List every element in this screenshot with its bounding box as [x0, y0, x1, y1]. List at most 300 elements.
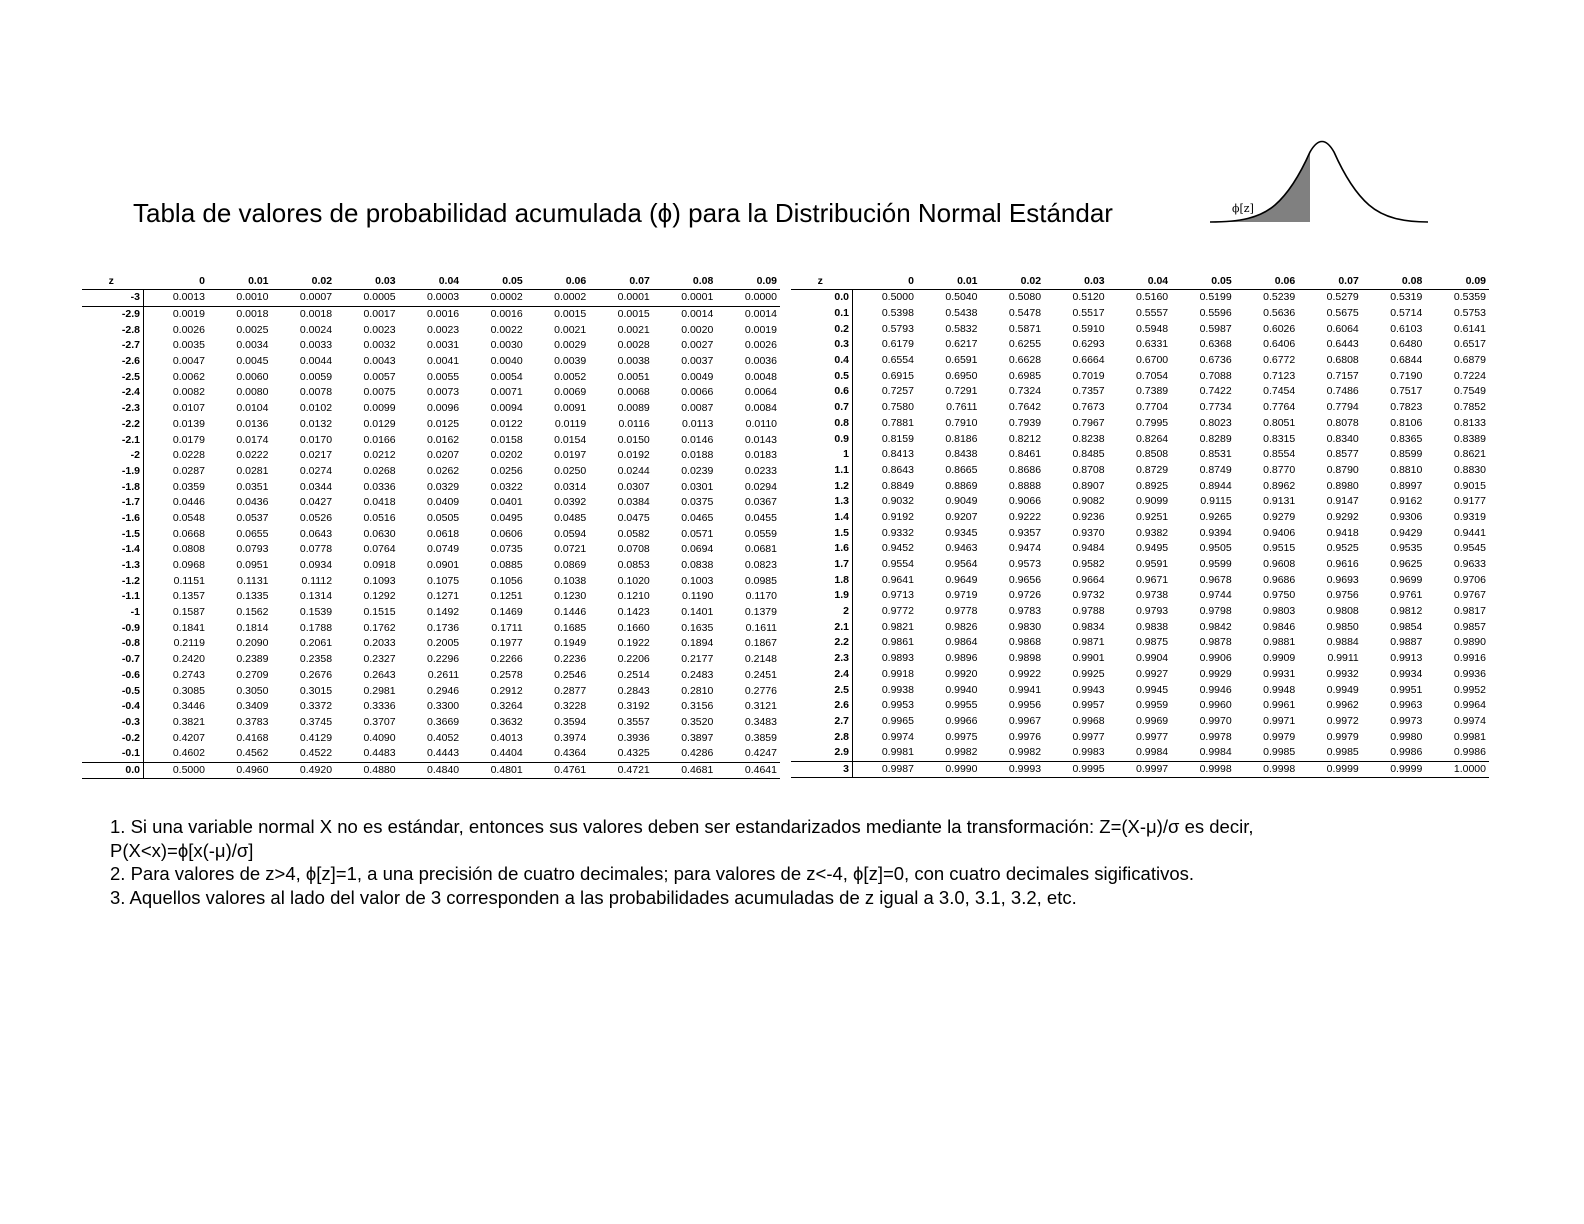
probability-cell: 0.9920	[945, 667, 978, 680]
probability-cell: 0.7190	[1390, 369, 1423, 382]
probability-cell: 0.9999	[1362, 761, 1426, 778]
probability-cell: 0.6179	[881, 338, 914, 351]
z-value-cell: -1.8	[82, 479, 144, 495]
probability-cell: 0.9474	[1008, 542, 1042, 555]
probability-cell: 0.9099	[1136, 495, 1169, 508]
probability-cell: 0.9986	[1453, 746, 1486, 759]
probability-cell: 0.0059	[299, 370, 333, 383]
probability-cell: 0.9901	[1072, 652, 1105, 665]
z-value-cell: -2.5	[82, 369, 144, 385]
table-row	[82, 306, 780, 322]
probability-cell: 0.0139	[172, 417, 205, 430]
table-row	[82, 511, 780, 527]
probability-cell: 0.9821	[881, 620, 914, 633]
z-value-cell: 1.8	[791, 572, 853, 588]
probability-cell: 0.8790	[1326, 463, 1359, 476]
probability-cell: 0.8078	[1326, 416, 1359, 429]
table-row	[82, 715, 780, 731]
probability-cell: 0.9857	[1453, 620, 1486, 633]
probability-cell: 0.0749	[427, 543, 460, 556]
probability-cell: 0.1562	[236, 606, 269, 619]
probability-cell: 0.2005	[427, 637, 460, 650]
table-row	[82, 401, 780, 417]
probability-cell: 0.3632	[490, 715, 523, 728]
z-value-cell: -1.5	[82, 526, 144, 542]
probability-cell: 0.9911	[1327, 652, 1359, 665]
probability-cell: 0.0030	[490, 339, 523, 352]
probability-cell: 0.7123	[1263, 369, 1296, 382]
probability-cell: 0.9976	[1008, 730, 1042, 743]
probability-cell: 0.2420	[172, 653, 205, 666]
probability-cell: 0.0681	[744, 543, 777, 556]
probability-cell: 0.8749	[1199, 463, 1232, 476]
probability-cell: 0.0018	[236, 308, 269, 321]
probability-cell: 0.0122	[490, 417, 523, 430]
probability-cell: 0.0026	[744, 339, 777, 352]
probability-cell: 0.0918	[363, 559, 396, 572]
probability-cell: 0.2327	[363, 653, 396, 666]
probability-cell: 0.7673	[1072, 401, 1105, 414]
probability-cell: 0.6255	[1008, 338, 1042, 351]
probability-cell: 0.5080	[1008, 291, 1042, 304]
probability-cell: 0.3300	[427, 700, 460, 713]
z-value-cell: -0.2	[82, 730, 144, 746]
z-value-cell: 0.5	[791, 368, 853, 384]
probability-cell: 0.0228	[172, 449, 205, 462]
probability-cell: 0.0250	[554, 464, 587, 477]
probability-cell: 0.5398	[881, 307, 914, 320]
probability-cell: 0.3409	[236, 700, 269, 713]
probability-cell: 0.2843	[617, 684, 650, 697]
probability-cell: 0.5279	[1326, 291, 1359, 304]
probability-cell: 0.9909	[1263, 652, 1296, 665]
probability-cell: 0.8907	[1072, 479, 1105, 492]
probability-cell: 0.9953	[881, 699, 914, 712]
probability-cell: 0.9997	[1108, 761, 1172, 778]
probability-cell: 0.9761	[1390, 589, 1423, 602]
z-value-cell: 1.1	[791, 463, 853, 479]
probability-cell: 0.9995	[1044, 761, 1108, 778]
probability-cell: 0.0170	[299, 433, 333, 446]
probability-cell: 0.4364	[554, 747, 587, 760]
probability-cell: 0.1210	[617, 590, 650, 603]
probability-cell: 0.6985	[1008, 369, 1042, 382]
probability-cell: 0.9846	[1263, 620, 1296, 633]
probability-cell: 0.0244	[617, 464, 650, 477]
table-row	[791, 667, 1489, 683]
probability-cell: 0.1587	[172, 606, 205, 619]
probability-cell: 0.9441	[1453, 526, 1486, 539]
probability-cell: 0.6331	[1136, 338, 1169, 351]
probability-cell: 0.5596	[1199, 307, 1232, 320]
probability-cell: 0.0793	[236, 543, 269, 556]
probability-cell: 0.0239	[681, 464, 714, 477]
probability-cell: 0.4761	[526, 762, 590, 779]
probability-cell: 0.0329	[427, 480, 460, 493]
probability-cell: 0.2810	[681, 684, 714, 697]
probability-cell: 0.0465	[681, 511, 714, 524]
table-row	[82, 636, 780, 652]
probability-cell: 0.8023	[1199, 416, 1232, 429]
z-value-cell: -2	[82, 448, 144, 464]
table-row	[791, 698, 1489, 714]
probability-cell: 0.9633	[1453, 558, 1486, 571]
probability-cell: 0.1020	[617, 574, 650, 587]
probability-cell: 0.9864	[945, 636, 978, 649]
probability-cell: 0.9788	[1072, 605, 1105, 618]
probability-cell: 0.0222	[236, 449, 269, 462]
probability-cell: 0.4090	[363, 731, 396, 744]
probability-cell: 0.9582	[1072, 558, 1105, 571]
probability-cell: 0.1112	[301, 574, 333, 587]
probability-cell: 0.9986	[1390, 746, 1423, 759]
probability-cell: 0.9756	[1326, 589, 1359, 602]
z-value-cell: 1.3	[791, 494, 853, 510]
probability-cell: 0.8289	[1199, 432, 1232, 445]
probability-cell: 0.0281	[236, 464, 269, 477]
probability-cell: 0.0256	[490, 464, 523, 477]
probability-cell: 0.9599	[1199, 558, 1232, 571]
z-value-cell: 3	[791, 761, 853, 778]
probability-cell: 0.0016	[490, 308, 523, 321]
probability-cell: 0.0048	[744, 370, 777, 383]
probability-cell: 0.9625	[1390, 558, 1423, 571]
probability-cell: 0.9973	[1390, 714, 1423, 727]
z-value-cell: -2.2	[82, 417, 144, 433]
z-value-cell: -0.7	[82, 652, 144, 668]
table-row	[791, 604, 1489, 620]
probability-cell: 0.0087	[681, 402, 714, 415]
table-row	[791, 619, 1489, 635]
table-row	[791, 478, 1489, 494]
probability-cell: 0.0001	[653, 290, 717, 307]
probability-cell: 0.9927	[1136, 667, 1169, 680]
probability-cell: 0.6368	[1199, 338, 1232, 351]
z-value-cell: -2.1	[82, 432, 144, 448]
probability-cell: 0.9931	[1263, 667, 1296, 680]
probability-cell: 0.2148	[744, 653, 777, 666]
probability-cell: 0.0869	[554, 559, 587, 572]
probability-cell: 0.0051	[617, 370, 650, 383]
probability-cell: 0.8438	[945, 448, 978, 461]
probability-cell: 0.8159	[881, 432, 914, 445]
probability-cell: 0.0764	[363, 543, 396, 556]
probability-cell: 0.1788	[299, 621, 333, 634]
probability-cell: 0.4483	[363, 747, 396, 760]
probability-cell: 0.0336	[363, 480, 396, 493]
probability-cell: 0.0018	[299, 308, 333, 321]
probability-cell: 0.2546	[554, 668, 587, 681]
probability-cell: 0.7910	[945, 416, 978, 429]
probability-cell: 0.9963	[1390, 699, 1423, 712]
probability-cell: 0.5948	[1136, 322, 1169, 335]
probability-cell: 0.1170	[745, 590, 777, 603]
probability-cell: 0.0029	[554, 339, 587, 352]
probability-cell: 0.7580	[881, 401, 914, 414]
probability-cell: 0.7642	[1008, 401, 1042, 414]
probability-cell: 0.7224	[1453, 369, 1486, 382]
table-row	[82, 605, 780, 621]
probability-cell: 0.5675	[1326, 307, 1359, 320]
probability-cell: 0.7611	[946, 401, 978, 414]
table-row	[82, 385, 780, 401]
probability-cell: 0.0359	[172, 480, 205, 493]
probability-cell: 0.9918	[881, 667, 914, 680]
probability-cell: 0.9591	[1136, 558, 1169, 571]
probability-cell: 0.9693	[1326, 573, 1359, 586]
probability-cell: 0.5557	[1136, 307, 1169, 320]
z-value-cell: -0.3	[82, 715, 144, 731]
probability-cell: 0.8554	[1263, 448, 1296, 461]
probability-cell: 0.0708	[617, 543, 650, 556]
probability-cell: 0.1469	[490, 606, 523, 619]
probability-cell: 0.0808	[172, 543, 205, 556]
probability-cell: 0.9793	[1136, 605, 1169, 618]
probability-cell: 0.0043	[363, 355, 396, 368]
table-row	[82, 417, 780, 433]
z-value-cell: 0.0	[82, 762, 144, 779]
probability-cell: 0.4641	[716, 762, 780, 779]
table-row	[791, 745, 1489, 761]
probability-cell: 0.5000	[881, 291, 914, 304]
probability-cell: 0.0078	[299, 386, 333, 399]
z-value-cell: 1.7	[791, 557, 853, 573]
probability-cell: 0.0505	[427, 511, 460, 524]
probability-cell: 1.0000	[1425, 761, 1489, 778]
probability-cell: 0.9977	[1136, 730, 1169, 743]
probability-cell: 0.9940	[945, 683, 978, 696]
probability-cell: 0.6628	[1008, 354, 1042, 367]
probability-cell: 0.0017	[363, 308, 396, 321]
z-value-cell: 1.4	[791, 510, 853, 526]
probability-cell: 0.8389	[1453, 432, 1486, 445]
probability-cell: 0.1131	[237, 574, 269, 587]
probability-cell: 0.0132	[299, 417, 333, 430]
probability-cell: 0.8485	[1072, 448, 1105, 461]
probability-cell: 0.5910	[1072, 322, 1105, 335]
table-row	[82, 730, 780, 746]
probability-cell: 0.0143	[744, 433, 777, 446]
probability-cell: 0.0013	[144, 290, 208, 307]
probability-cell: 0.2709	[236, 668, 269, 681]
probability-cell: 0.5753	[1453, 307, 1486, 320]
probability-cell: 0.0694	[681, 543, 714, 556]
table-row	[82, 762, 780, 779]
probability-cell: 0.0104	[236, 402, 269, 415]
probability-cell: 0.9032	[881, 495, 914, 508]
probability-cell: 0.9981	[1453, 730, 1486, 743]
probability-cell: 0.9965	[881, 714, 914, 727]
table-row	[791, 416, 1489, 432]
probability-cell: 0.4013	[490, 731, 523, 744]
probability-cell: 0.0735	[490, 543, 523, 556]
z-value-cell: 2.5	[791, 682, 853, 698]
probability-cell: 0.2236	[554, 653, 587, 666]
z-value-cell: 0.7	[791, 400, 853, 416]
probability-cell: 0.9207	[945, 510, 978, 523]
probability-cell: 0.8133	[1453, 416, 1486, 429]
probability-cell: 0.6879	[1453, 354, 1486, 367]
probability-cell: 0.9608	[1263, 558, 1296, 571]
probability-cell: 0.6064	[1326, 322, 1359, 335]
header-col: 0.05	[462, 274, 526, 290]
z-value-cell: -0.9	[82, 620, 144, 636]
probability-cell: 0.0089	[617, 402, 650, 415]
probability-cell: 0.9382	[1136, 526, 1169, 539]
z-value-cell: -2.8	[82, 322, 144, 338]
probability-cell: 0.4247	[744, 747, 777, 760]
probability-cell: 0.3264	[490, 700, 523, 713]
probability-cell: 0.3783	[236, 715, 269, 728]
probability-cell: 0.1539	[299, 606, 333, 619]
header-col: 0.04	[1108, 274, 1172, 290]
table-row	[791, 337, 1489, 353]
probability-cell: 0.4404	[490, 747, 523, 760]
probability-cell: 0.9783	[1008, 605, 1042, 618]
probability-cell: 0.5319	[1390, 291, 1423, 304]
probability-cell: 0.0113	[681, 417, 714, 430]
z-value-cell: 2.3	[791, 651, 853, 667]
probability-cell: 0.3897	[681, 731, 714, 744]
probability-cell: 0.5239	[1263, 291, 1296, 304]
table-row	[82, 354, 780, 370]
probability-cell: 0.0154	[554, 433, 587, 446]
probability-cell: 0.1635	[681, 621, 714, 634]
probability-cell: 0.9744	[1199, 589, 1232, 602]
probability-cell: 0.3085	[172, 684, 205, 697]
probability-cell: 0.1335	[236, 590, 269, 603]
normal-curve-illustration	[1210, 130, 1435, 230]
probability-cell: 0.0057	[363, 370, 396, 383]
probability-cell: 0.3192	[617, 700, 650, 713]
probability-cell: 0.9957	[1072, 699, 1105, 712]
probability-cell: 0.9968	[1072, 714, 1105, 727]
probability-cell: 0.9236	[1072, 510, 1105, 523]
z-value-cell: 1.5	[791, 525, 853, 541]
header-col: 0.07	[1298, 274, 1362, 290]
probability-cell: 0.8830	[1453, 463, 1486, 476]
probability-cell: 0.8508	[1136, 448, 1169, 461]
probability-cell: 0.0150	[617, 433, 650, 446]
probability-cell: 0.0005	[335, 290, 399, 307]
probability-cell: 0.9955	[945, 699, 978, 712]
header-col: 0.09	[716, 274, 780, 290]
probability-cell: 0.9964	[1453, 699, 1486, 712]
probability-cell: 0.4052	[427, 731, 460, 744]
table-row	[791, 541, 1489, 557]
probability-cell: 0.9699	[1390, 573, 1423, 586]
z-value-cell: 2.6	[791, 698, 853, 714]
probability-cell: 0.1075	[427, 574, 460, 587]
probability-cell: 0.9525	[1326, 542, 1359, 555]
probability-cell: 0.9798	[1199, 605, 1232, 618]
probability-cell: 0.9981	[881, 746, 914, 759]
probability-cell: 0.0136	[236, 417, 269, 430]
probability-cell: 0.0183	[744, 449, 777, 462]
probability-cell: 0.3050	[236, 684, 269, 697]
probability-cell: 0.9929	[1199, 667, 1232, 680]
probability-cell: 0.9719	[945, 589, 978, 602]
probability-cell: 0.8997	[1390, 479, 1423, 492]
probability-cell: 0.0003	[399, 290, 463, 307]
probability-cell: 0.4602	[172, 747, 205, 760]
probability-cell: 0.0022	[490, 323, 523, 336]
probability-cell: 0.9664	[1072, 573, 1105, 586]
probability-cell: 0.1515	[363, 606, 396, 619]
probability-cell: 0.3121	[744, 700, 777, 713]
z-value-cell: -0.1	[82, 746, 144, 762]
table-row	[82, 322, 780, 338]
z-value-cell: 0.9	[791, 431, 853, 447]
probability-cell: 0.1841	[172, 621, 205, 634]
probability-cell: 0.0951	[236, 559, 269, 572]
probability-cell: 0.7734	[1199, 401, 1232, 414]
table-body	[82, 290, 780, 779]
probability-cell: 0.7389	[1136, 385, 1169, 398]
probability-cell: 0.0027	[681, 339, 714, 352]
probability-cell: 0.1271	[427, 590, 460, 603]
probability-cell: 0.0116	[618, 417, 650, 430]
probability-cell: 0.0409	[427, 496, 460, 509]
probability-cell: 0.9979	[1326, 730, 1359, 743]
probability-cell: 0.9871	[1072, 636, 1105, 649]
probability-cell: 0.0044	[299, 355, 333, 368]
probability-cell: 0.8729	[1136, 463, 1169, 476]
probability-cell: 0.8365	[1390, 432, 1423, 445]
probability-cell: 0.9967	[1008, 714, 1042, 727]
probability-cell: 0.4129	[299, 731, 333, 744]
probability-cell: 0.9884	[1326, 636, 1359, 649]
probability-cell: 0.9868	[1008, 636, 1042, 649]
probability-cell: 0.9535	[1390, 542, 1423, 555]
probability-cell: 0.0020	[681, 323, 714, 336]
probability-cell: 0.6554	[881, 354, 914, 367]
z-value-cell: -0.5	[82, 683, 144, 699]
z-value-cell: -1.1	[82, 589, 144, 605]
probability-cell: 0.9306	[1390, 510, 1423, 523]
probability-cell: 0.8315	[1263, 432, 1296, 445]
probability-cell: 0.9932	[1326, 667, 1359, 680]
probability-cell: 0.0014	[681, 308, 714, 321]
probability-cell: 0.9641	[881, 573, 914, 586]
table-row	[791, 651, 1489, 667]
probability-cell: 0.0016	[427, 308, 460, 321]
probability-cell: 0.9938	[881, 683, 914, 696]
probability-cell: 0.9974	[881, 730, 914, 743]
probability-cell: 0.5793	[881, 322, 914, 335]
probability-cell: 0.9738	[1136, 589, 1169, 602]
probability-cell: 0.5199	[1199, 291, 1232, 304]
probability-cell: 0.9978	[1199, 730, 1232, 743]
probability-cell: 0.4562	[236, 747, 269, 760]
probability-cell: 0.0015	[554, 308, 587, 321]
probability-cell: 0.7257	[881, 385, 914, 398]
probability-cell: 0.3669	[427, 715, 460, 728]
probability-cell: 0.0202	[490, 449, 523, 462]
probability-cell: 0.1379	[744, 606, 777, 619]
probability-cell: 0.0721	[554, 543, 587, 556]
probability-cell: 0.0073	[427, 386, 460, 399]
probability-cell: 0.0024	[299, 323, 333, 336]
probability-cell: 0.8643	[881, 463, 914, 476]
probability-cell: 0.5000	[144, 762, 208, 779]
z-value-cell: 0.0	[791, 290, 853, 306]
probability-cell: 0.3936	[617, 731, 650, 744]
probability-cell: 0.9452	[881, 542, 914, 555]
probability-cell: 0.9251	[1136, 510, 1169, 523]
probability-cell: 0.3821	[172, 715, 205, 728]
header-z: z	[791, 274, 853, 290]
